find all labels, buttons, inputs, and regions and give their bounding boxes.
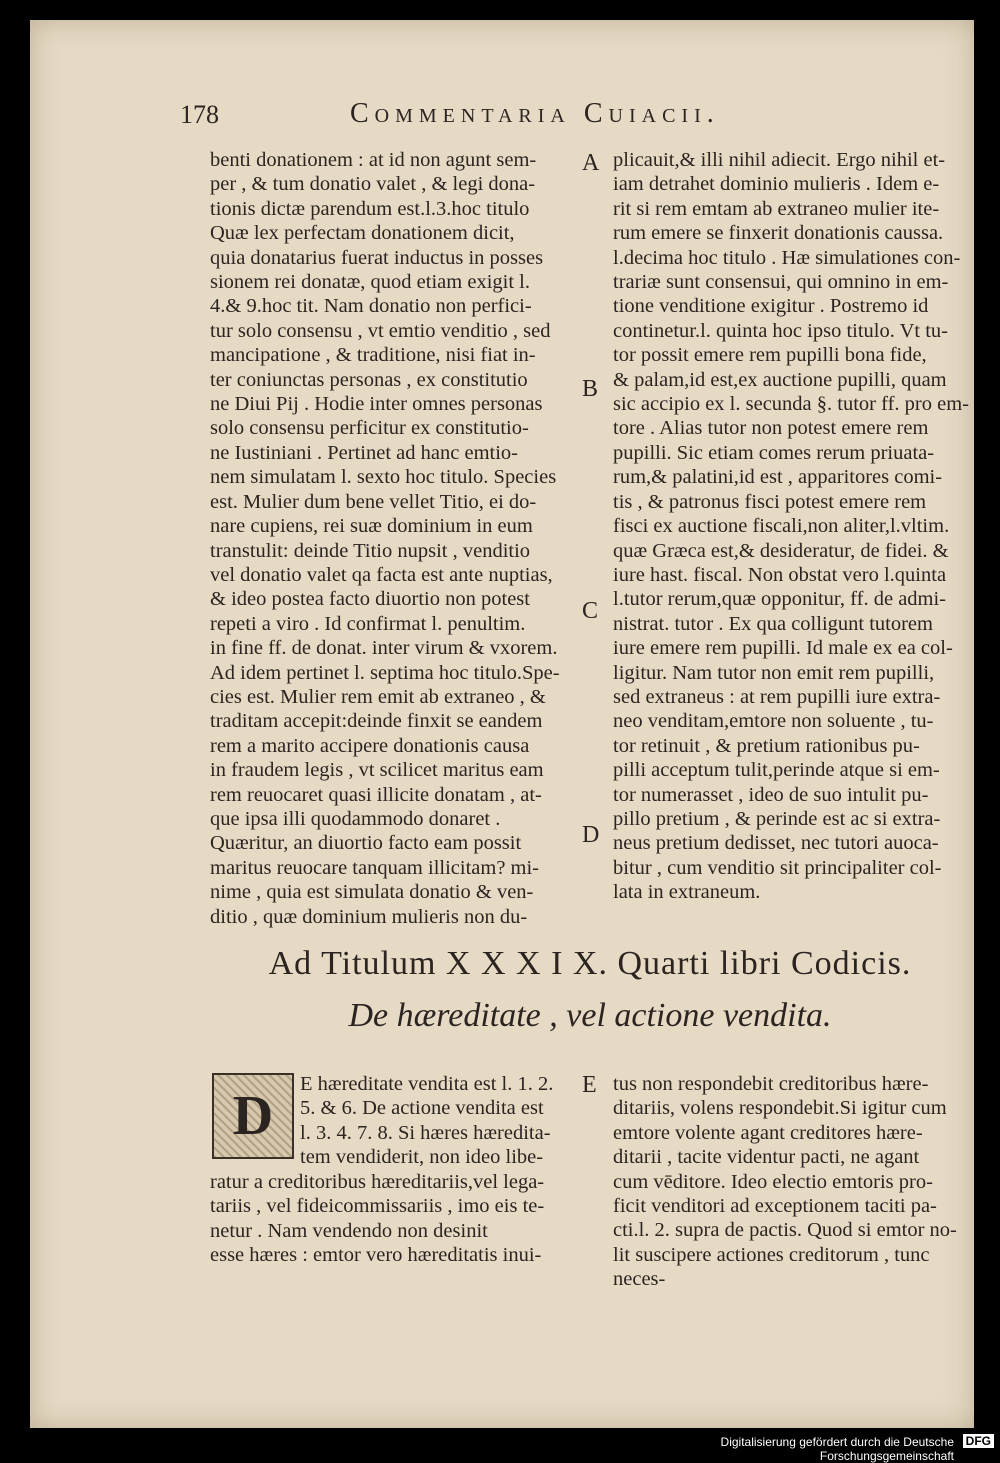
- text-line: transtulit: deinde Titio nupsit , venditio: [210, 539, 531, 562]
- text-line: iure emere rem pupilli. Id male ex ea col-: [613, 637, 953, 660]
- section-title: Ad Titulum X X X I X. Quarti libri Codicis.: [268, 945, 912, 982]
- drop-cap-initial: D: [212, 1073, 294, 1159]
- text-line: 4.& 9.hoc tit. Nam donatio non perfici-: [210, 295, 532, 318]
- text-line: emtore volente agant creditores hære-: [613, 1121, 923, 1144]
- text-line: tus non respondebit creditoribus hære-: [613, 1073, 929, 1095]
- text-line: maritus reuocare tanquam illicitam? mi-: [210, 856, 540, 879]
- section-heading: [230, 945, 950, 1035]
- text-line: lata in extraneum.: [613, 881, 761, 904]
- section-subtitle: De hæreditate , vel actione vendita.: [348, 997, 832, 1034]
- text-line: E hæreditate vendita est l. 1. 2.: [300, 1073, 554, 1095]
- text-line: rum emere se finxerit donationis caussa.: [613, 222, 944, 245]
- dfg-logo: DFG: [963, 1434, 994, 1448]
- footer-credit: Digitalisierung gefördert durch die Deutsche Forschungsgemeinschaft: [720, 1435, 954, 1463]
- text-line: tor possit emere rem pupilli bona fide,: [613, 344, 927, 367]
- text-line: neo venditam,emtore non soluente , tu-: [613, 710, 934, 733]
- text-line: cum vēditore. Ideo electio emtoris pro-: [613, 1170, 933, 1193]
- text-line: ditarii , tacite videntur pacti, ne agant: [613, 1146, 920, 1169]
- text-line: ter coniunctas personas , ex constitutio: [210, 368, 528, 391]
- text-line: tore . Alias tutor non potest emere rem: [613, 417, 929, 440]
- margin-marker-c: C: [582, 598, 599, 624]
- text-line: nare cupiens, rei suæ dominium in eum: [210, 515, 533, 538]
- text-line: Quæ lex perfectam donationem dicit,: [210, 222, 515, 245]
- book-page: [30, 20, 974, 1428]
- right-column-bottom: [613, 1072, 973, 1292]
- text-line: tor numerasset , ideo de suo intulit pu-: [613, 783, 929, 806]
- text-line: mancipatione , & traditione, nisi fiat in-: [210, 344, 536, 367]
- right-column-top: [613, 148, 973, 905]
- text-line: traditam accepit:deinde finxit se eandem: [210, 710, 543, 733]
- text-line: trariæ sunt consensui, qui omnino in em-: [613, 271, 949, 294]
- text-line: & palam,id est,ex auctione pupilli, quam: [613, 368, 947, 391]
- margin-marker-b: B: [582, 376, 599, 402]
- text-line: netur . Nam vendendo non desinit: [210, 1219, 488, 1242]
- text-line: rem reuocaret quasi illicite donatam , at-: [210, 783, 542, 806]
- text-line: & ideo postea facto diuortio non potest: [210, 588, 530, 611]
- text-line: iam detrahet dominio mulieris . Idem e-: [613, 173, 940, 196]
- text-line: neus pretium dedisset, nec tutori auoca-: [613, 832, 939, 855]
- text-line: rit si rem emtam ab extraneo mulier ite-: [613, 197, 940, 220]
- text-line: nem simulatam l. sexto hoc titulo. Species: [210, 466, 557, 489]
- text-line: continetur.l. quinta hoc ipso titulo. Vt tu-: [613, 319, 948, 342]
- text-line: tionis dictæ parendum est.l.3.hoc titulo: [210, 197, 530, 220]
- text-line: quæ Græca est,& desideratur, de fidei. &: [613, 539, 949, 562]
- text-line: vel donatio valet qa facta est ante nuptias,: [210, 563, 553, 586]
- text-line: ne Iustiniani . Pertinet ad hanc emtio-: [210, 441, 518, 464]
- text-line: pillo pretium , & perinde est ac si extra-: [613, 807, 941, 830]
- text-line: esse hæres : emtor vero hæreditatis inui-: [210, 1244, 542, 1267]
- running-head: [180, 92, 960, 136]
- text-line: que ipsa illi quodammodo donaret .: [210, 807, 501, 830]
- text-line: Ad idem pertinet l. septima hoc titulo.Spe-: [210, 661, 560, 684]
- text-line: neces-: [613, 1268, 666, 1291]
- text-line: 5. & 6. De actione vendita est: [300, 1097, 544, 1120]
- left-column-bottom: [210, 1170, 580, 1268]
- text-line: plicauit,& illi nihil adiecit. Ergo nihil et-: [613, 149, 946, 171]
- left-column-top: [210, 148, 580, 929]
- text-line: l.tutor rerum,quæ opponitur, ff. de admi-: [613, 588, 947, 611]
- text-line: in fraudem legis , vt scilicet maritus eam: [210, 759, 544, 782]
- text-line: per , & tum donatio valet , & legi dona-: [210, 173, 536, 196]
- text-line: rum,& palatini,id est , apparitores comi-: [613, 466, 943, 489]
- text-line: lit suscipere actiones creditorum , tunc: [613, 1243, 930, 1266]
- text-line: cti.l. 2. supra de pactis. Quod si emtor no-: [613, 1219, 957, 1242]
- text-line: ditio , quæ dominium mulieris non du-: [210, 905, 528, 928]
- text-line: l. 3. 4. 7. 8. Si hæres hæredita-: [300, 1121, 551, 1144]
- text-line: Quæritur, an diuortio facto eam possit: [210, 832, 522, 855]
- text-line: sionem rei donatæ, quod etiam exigit l.: [210, 271, 530, 294]
- text-line: pupilli. Sic etiam comes rerum priuata-: [613, 441, 935, 464]
- text-line: solo consensu perficitur ex constitutio-: [210, 417, 529, 440]
- text-line: ditariis, volens respondebit.Si igitur cum: [613, 1097, 947, 1120]
- text-line: quia donatarius fuerat inductus in posses: [210, 246, 544, 269]
- text-line: bitur , cum venditio sit principaliter col-: [613, 856, 942, 879]
- text-line: ne Diui Pij . Hodie inter omnes personas: [210, 393, 543, 416]
- text-line: sed extraneus : at rem pupilli iure extra-: [613, 685, 941, 708]
- text-line: nime , quia est simulata donatio & ven-: [210, 881, 534, 904]
- text-line: tariis , vel fideicommissariis , imo eis te-: [210, 1195, 545, 1218]
- text-line: ligitur. Nam tutor non emit rem pupilli,: [613, 661, 935, 684]
- text-line: tur solo consensu , vt emtio venditio , sed: [210, 319, 551, 342]
- text-line: in fine ff. de donat. inter virum & vxorem.: [210, 637, 558, 660]
- running-title: Commentaria Cuiacii.: [350, 98, 720, 129]
- text-line: l.decima hoc titulo . Hæ simulationes con-: [613, 246, 961, 269]
- text-line: benti donationem : at id non agunt sem-: [210, 149, 537, 171]
- text-line: fisci ex auctione fiscali,non aliter,l.vltim.: [613, 515, 950, 538]
- text-line: ficit venditori ad exceptionem taciti pa-: [613, 1195, 937, 1218]
- footer-bar: [600, 1432, 1000, 1463]
- text-line: cies est. Mulier rem emit ab extraneo , &: [210, 685, 546, 708]
- page-number: 178: [180, 100, 219, 129]
- text-line: est. Mulier dum bene vellet Titio, ei do-: [210, 490, 537, 513]
- text-line: rem a marito accipere donationis causa: [210, 734, 530, 757]
- margin-marker-e: E: [582, 1072, 597, 1098]
- text-line: iure hast. fiscal. Non obstat vero l.quinta: [613, 563, 947, 586]
- margin-marker-a: A: [582, 150, 600, 176]
- text-line: ratur a creditoribus hæreditariis,vel lega-: [210, 1171, 545, 1193]
- margin-marker-d: D: [582, 822, 600, 848]
- text-line: tione venditione exigitur . Postremo id: [613, 295, 929, 318]
- text-line: pilli acceptum tulit,perinde atque si em-: [613, 759, 940, 782]
- text-line: nistrat. tutor . Ex qua colligunt tutorem: [613, 612, 933, 635]
- text-line: tem vendiderit, non ideo libe-: [300, 1146, 544, 1169]
- text-line: repeti a viro . Id confirmat l. penultim.: [210, 612, 526, 635]
- left-column-bottom-indented: [300, 1072, 580, 1170]
- text-line: tor retinuit , & pretium rationibus pu-: [613, 734, 920, 757]
- text-line: tis , & patronus fisci potest emere rem: [613, 490, 927, 513]
- text-line: sic accipio ex l. secunda §. tutor ff. pro em-: [613, 393, 969, 416]
